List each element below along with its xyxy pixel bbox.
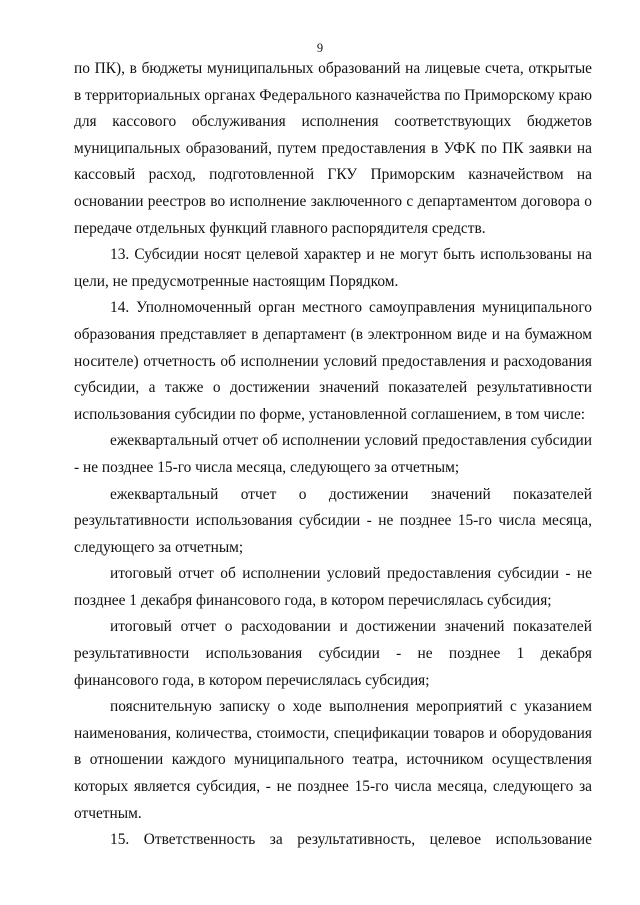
list-item-quarterly-indicators-report: ежеквартальный отчет о достижении значений показателей результативности использования субсидии - не позднее 15-го числа месяца, следующего за отчетным; [74,485,592,556]
page-number: 9 [316,41,324,55]
list-item-final-spending-report: итоговый отчет о расходовании и достижении значений показателей результативности использования субсидии - не позднее 1 декабря финансового года, в котором перечислялась субсидия; [74,618,592,689]
paragraph-continuation: по ПК), в бюджеты муниципальных образований на лицевые счета, открытые в территориальных органах Федерального казначейства по Приморскому краю для кассового обслуживания исполнения соответствующих бюджетов муниципальных образований, путем предоставления в УФК по ПК заявки на кассовый расход, подготовленной ГКУ Приморским казначейством на основании реестров во исполнение заключенного с департаментом договора о передаче отдельных функций главного распорядителя средств. [74,60,592,237]
list-item-explanatory-note: пояснительную записку о ходе выполнения мероприятий с указанием наименования, количества, стоимости, спецификации товаров и оборудования в отношении каждого муниципального театра, источником осуществления которых является субсидия, - не позднее 15-го числа месяца, следующего за отчетным. [74,698,592,822]
document-body [74,56,592,854]
list-item-quarterly-conditions-report: ежеквартальный отчет об исполнении условий предоставления субсидии - не позднее 15-го числа месяца, следующего за отчетным; [74,432,592,476]
paragraph-15: 15. Ответственность за результативность, целевое использование [110,831,592,849]
paragraph-14: 14. Уполномоченный орган местного самоуправления муниципального образования представляет в департамент (в электронном виде и на бумажном носителе) отчетность об исполнении условий предоставления и расходования субсидии, а также о достижении значений показателей результативности использования субсидии по форме, установленной соглашением, в том числе: [74,299,592,423]
list-item-final-conditions-report: итоговый отчет об исполнении условий предоставления субсидии - не позднее 1 декабря финансового года, в котором перечислялась субсидия; [74,565,592,609]
paragraph-13: 13. Субсидии носят целевой характер и не могут быть использованы на цели, не предусмотренные настоящим Порядком. [74,246,592,290]
